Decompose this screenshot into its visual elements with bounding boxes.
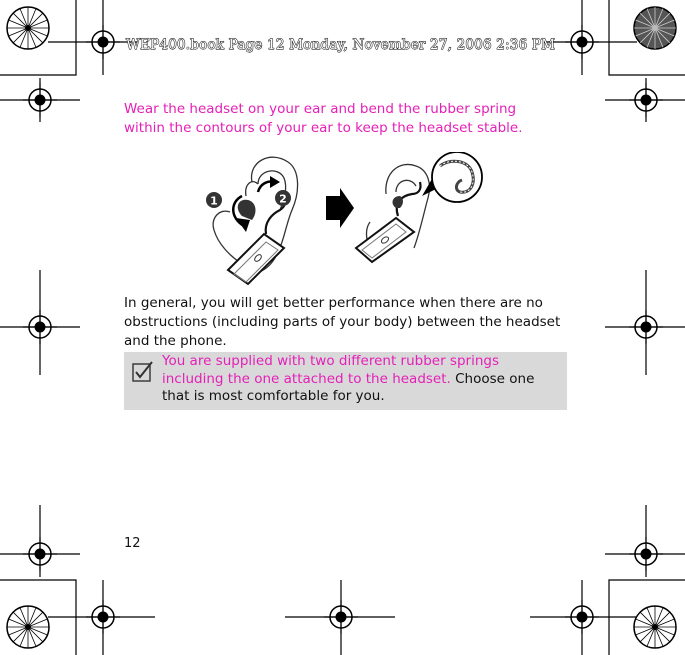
arrow-head-2 [270, 176, 280, 188]
headset-left [228, 192, 286, 284]
step-marker-2 [275, 190, 291, 206]
next-step-arrow-icon [326, 188, 354, 228]
checkmark-box-icon [132, 361, 154, 383]
intro-instruction: Wear the headset on your ear and bend the rubber spring within the contours of your ear to keep the headset stable. [124, 101, 523, 136]
arrow-head-1 [236, 218, 250, 232]
step-marker-1 [206, 192, 222, 208]
headset-right [356, 182, 421, 262]
running-header: WEP400.book Page 12 Monday, November 27, 2006 2:36 PM [126, 37, 556, 53]
rubber-spring-detail [432, 152, 482, 202]
note-box [124, 352, 567, 410]
step-marker-2-label: 2 [279, 192, 287, 206]
note-text [162, 353, 562, 406]
performance-paragraph: In general, you will get better performance when there are no obstructions (including parts of your body) between the headset and the phone. [124, 295, 561, 349]
note-rest: Choose one that is most comfortable for you. [162, 370, 535, 404]
page-number: 12 [124, 536, 141, 551]
note-highlight: You are supplied with two different rubber springs including the one attached to the headset. [162, 353, 499, 387]
step-marker-1-label: 1 [210, 194, 218, 208]
headset-wearing-illustration [200, 152, 485, 287]
